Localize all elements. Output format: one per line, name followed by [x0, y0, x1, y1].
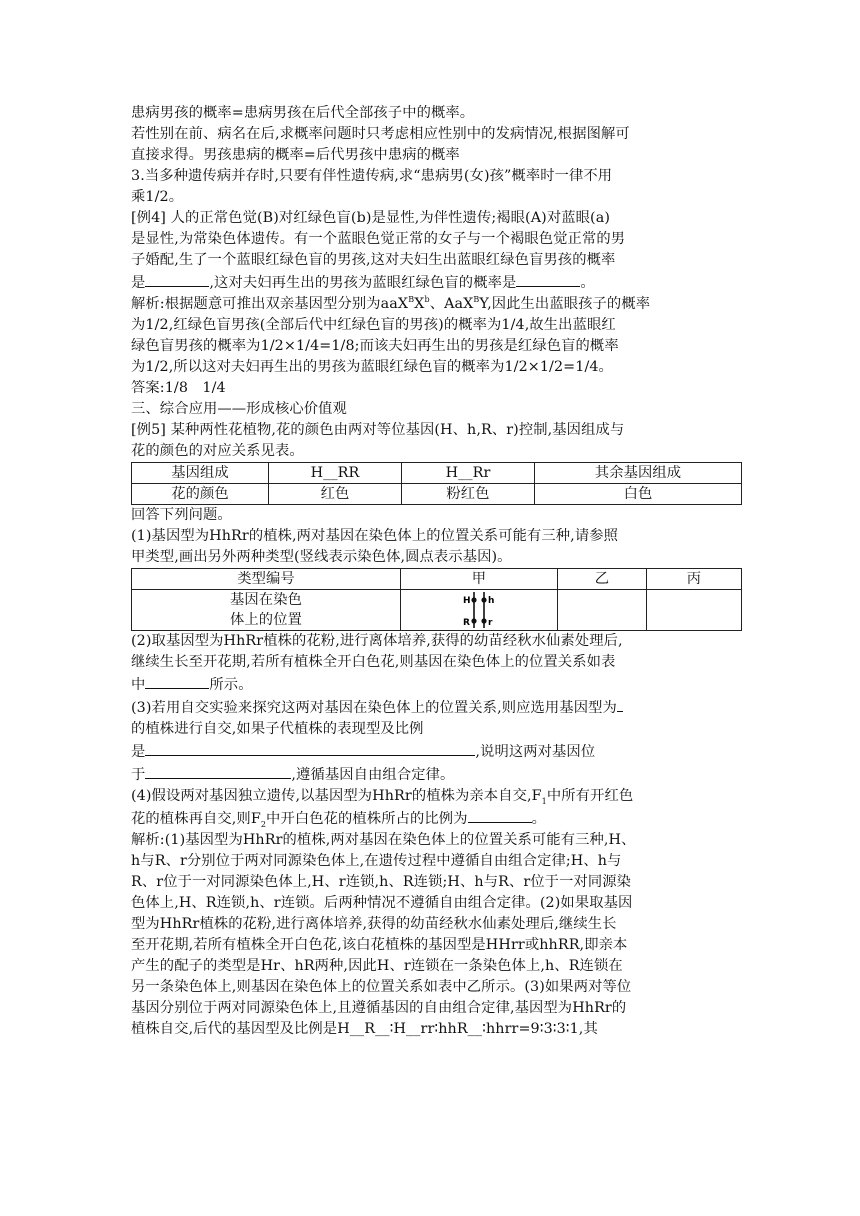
answer-blank[interactable] — [145, 271, 209, 287]
gene-dot — [481, 597, 486, 602]
text-segment: 。 — [580, 275, 595, 291]
question-line — [131, 271, 741, 294]
text-segment: 中所有开红色 — [546, 788, 634, 804]
gene-label: R — [463, 618, 471, 628]
text-segment: 所示。 — [209, 677, 253, 693]
text-segment: 于 — [131, 767, 146, 783]
text-segment: 、AaX — [429, 296, 474, 312]
superscript: B — [408, 295, 415, 305]
answer-blank[interactable] — [145, 763, 291, 779]
gene-position-table — [131, 568, 742, 631]
gene-label: h — [488, 596, 495, 606]
table-row — [132, 484, 742, 505]
question-line — [131, 763, 741, 786]
gene-dot — [471, 597, 476, 602]
text-segment: 是 — [131, 744, 146, 760]
table-row — [132, 569, 742, 590]
answer-line: 答案:1/8 1/4 — [131, 380, 226, 396]
text-line: 的植株进行自交,如果子代植株的表现型及比例 — [131, 721, 424, 737]
superscript: B — [473, 295, 480, 305]
text-segment: 中 — [131, 677, 146, 693]
answer-blank[interactable] — [145, 740, 475, 756]
section-heading: 三、综合应用——形成核心价值观 — [131, 401, 347, 417]
superscript: b — [424, 295, 430, 305]
text-line: 另一条染色体上,则基因在染色体上的位置关系如表中乙所示。(3)如果两对等位 — [131, 979, 632, 995]
text-line: 直接求得。男孩患病的概率=后代男孩中患病的概率 — [131, 147, 460, 163]
table-cell: 白色 — [535, 484, 742, 505]
text-line: 为1/2,红绿色盲男孩(全部后代中红绿色盲的男孩)的概率为1/4,故生出蓝眼红 — [131, 317, 616, 333]
row-label: 基因在染色 — [230, 592, 302, 608]
table-cell: H__Rr — [402, 463, 535, 484]
table-cell: 花的颜色 — [132, 484, 269, 505]
type-bing-cell — [647, 590, 742, 631]
table-cell: 甲 — [401, 569, 558, 590]
text-line: R、r位于一对同源染色体上,H、r连锁,h、R连锁;H、h与R、r位于一对同源染 — [131, 874, 632, 890]
text-segment: ,说明这两对基因位 — [475, 744, 596, 760]
type-yi-cell — [558, 590, 647, 631]
table-row — [132, 590, 742, 631]
answer-blank[interactable] — [617, 696, 623, 712]
text-line: 型为HhRr植株的花粉,进行离体培养,获得的幼苗经秋水仙素处理后,继续生长 — [131, 916, 617, 932]
text-line: 绿色盲男孩的概率为1/2×1/4=1/8;而该夫妇再生出的男孩是红绿色盲的概率 — [131, 338, 619, 354]
table-cell: 红色 — [269, 484, 402, 505]
text-segment: 花的植株再自交,则F — [131, 811, 261, 827]
answer-blank[interactable] — [516, 271, 580, 287]
table-row — [132, 463, 742, 484]
answer-blank[interactable] — [468, 807, 532, 823]
text-line: 基因分别位于两对同源染色体上,且遵循基因的自由组合定律,基因型为HhRr的 — [131, 1000, 627, 1016]
analysis-line — [131, 294, 741, 315]
text-line: h与R、r分别位于两对同源染色体上,在遗传过程中遵循自由组合定律;H、h与 — [131, 853, 622, 869]
text-line: 色体上,H、R连锁,h、r连锁。后两种情况不遵循自由组合定律。(2)如果取基因 — [131, 895, 633, 911]
text-segment: ,这对夫妇再生出的男孩为蓝眼红绿色盲的概率是 — [209, 275, 517, 291]
table-cell — [132, 590, 401, 631]
question-4-line — [131, 786, 741, 807]
text-segment: (4)假设两对基因独立遗传,以基因型为HhRr的植株为亲本自交,F — [131, 788, 542, 804]
table-cell: 其余基因组成 — [535, 463, 742, 484]
question-2-line: (2)取基因型为HhRr植株的花粉,进行离体培养,获得的幼苗经秋水仙素处理后, — [131, 633, 623, 649]
text-segment: 是 — [131, 275, 146, 291]
text-line: 花的颜色的对应关系见表。 — [131, 443, 304, 459]
row-label: 体上的位置 — [230, 612, 302, 628]
question-line — [131, 740, 741, 763]
analysis-line: 解析:(1)基因型为HhRr的植株,两对基因在染色体上的位置关系可能有三种,H、 — [131, 832, 636, 848]
subscript: 2 — [260, 819, 267, 829]
example-5-line: [例5] 某种两性花植物,花的颜色由两对等位基因(H、h,R、r)控制,基因组成与 — [131, 422, 625, 438]
type-jia-cell — [401, 590, 558, 631]
gene-label: H — [463, 596, 471, 606]
text-line: 乘1/2。 — [131, 189, 184, 205]
document-page — [131, 103, 741, 1040]
text-segment: 中开白色花的植株所占的比例为 — [266, 811, 468, 827]
text-segment: X — [414, 296, 425, 312]
table-cell: 基因组成 — [132, 463, 269, 484]
text-line: 若性别在前、病名在后,求概率问题时只考虑相应性别中的发病情况,根据图解可 — [131, 126, 630, 142]
question-line — [131, 673, 741, 696]
table-cell: H__RR — [269, 463, 402, 484]
text-line: 继续生长至开花期,若所有植株全开白色花,则基因在染色体上的位置关系如表 — [131, 654, 616, 670]
question-3-line — [131, 696, 741, 719]
gene-dot — [471, 618, 476, 623]
text-segment: 解析:根据题意可推出双亲基因型分别为aaX — [131, 296, 409, 312]
text-segment: 。 — [531, 811, 547, 827]
text-line: 产生的配子的类型是Hr、hR两种,因此H、r连锁在一条染色体上,h、R连锁在 — [131, 958, 623, 974]
example-4-line: [例4] 人的正常色觉(B)对红绿色盲(b)是显性,为伴性遗传;褐眼(A)对蓝眼(a) — [131, 210, 611, 226]
table-cell: 丙 — [647, 569, 742, 590]
text-line: 是显性,为常染色体遗传。有一个蓝眼色觉正常的女子与一个褐眼色觉正常的男 — [131, 231, 626, 247]
chromosome-diagram — [457, 590, 501, 630]
gene-color-table — [131, 462, 742, 505]
text-line: 患病男孩的概率=患病男孩在后代全部孩子中的概率。 — [131, 105, 475, 121]
text-line: 回答下列问题。 — [131, 507, 232, 523]
table-cell: 粉红色 — [402, 484, 535, 505]
text-line: 为1/2,所以这对夫妇再生出的男孩为蓝眼红绿色盲的概率为1/2×1/2=1/4。 — [131, 359, 613, 375]
question-line — [131, 807, 741, 830]
text-line: 子婚配,生了一个蓝眼红绿色盲的男孩,这对夫妇生出蓝眼红绿色盲男孩的概率 — [131, 252, 616, 268]
answer-blank[interactable] — [145, 673, 209, 689]
table-cell: 乙 — [558, 569, 647, 590]
text-segment: Y,因此生出蓝眼孩子的概率 — [479, 296, 651, 312]
table-cell: 类型编号 — [132, 569, 401, 590]
gene-label: r — [488, 618, 493, 628]
text-segment: ,遵循基因自由组合定律。 — [291, 767, 455, 783]
subscript: 1 — [541, 796, 547, 806]
question-1-line: (1)基因型为HhRr的植株,两对基因在染色体上的位置关系可能有三种,请参照 — [131, 528, 619, 544]
text-line: 甲类型,画出另外两种类型(竖线表示染色体,圆点表示基因)。 — [131, 549, 512, 565]
text-segment: (3)若用自交实验来探究这两对基因在染色体上的位置关系,则应选用基因型为 — [131, 700, 617, 716]
text-line: 至开花期,若所有植株全开白色花,该白花植株的基因型是HHrr或hhRR,即亲本 — [131, 937, 628, 953]
gene-dot — [481, 618, 486, 623]
text-line: 植株自交,后代的基因型及比例是H__R__∶H__rr∶hhR__∶hhrr=9∶3∶3∶1,其 — [131, 1021, 598, 1037]
text-line: 3.当多种遗传病并存时,只要有伴性遗传病,求“患病男(女)孩”概率时一律不用 — [131, 168, 613, 184]
